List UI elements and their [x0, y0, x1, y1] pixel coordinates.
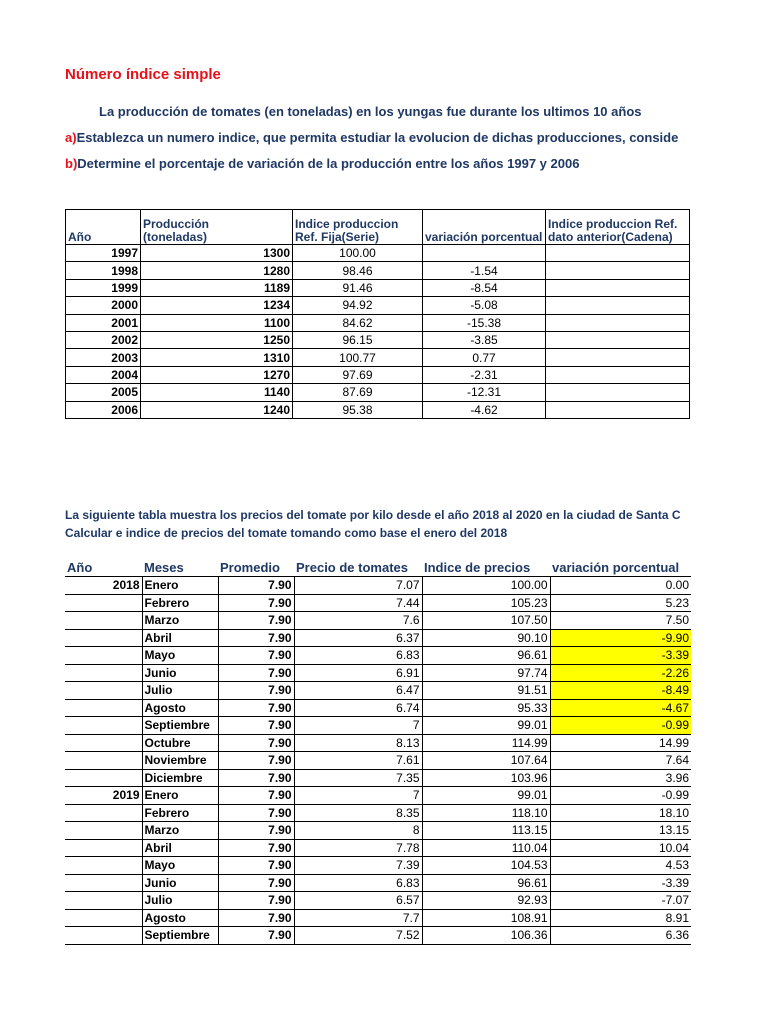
average-cell: 7.90 [218, 734, 294, 752]
header-year: Año [66, 210, 141, 245]
month-cell: Agosto [142, 909, 218, 927]
table-row [65, 629, 691, 647]
table-row [65, 822, 691, 840]
production-year-cell: 1997 [66, 245, 141, 262]
table-row [65, 699, 691, 717]
variation-cell: -0.99 [550, 717, 691, 735]
table-row [65, 594, 691, 612]
year-cell [65, 699, 142, 717]
chain-index-cell [546, 331, 690, 348]
table-row [65, 682, 691, 700]
fixed-index-cell: 94.92 [293, 297, 423, 314]
table-row [65, 927, 691, 945]
intro2-line-1: La siguiente tabla muestra los precios del tomate por kilo desde el año 2018 al 2020 en la ciudad de Santa C [65, 508, 681, 522]
price-index-cell: 107.64 [422, 752, 550, 770]
month-cell: Noviembre [142, 752, 218, 770]
average-cell: 7.90 [218, 927, 294, 945]
table-row [66, 279, 690, 296]
price-index-cell: 104.53 [422, 857, 550, 875]
price-cell: 7.6 [294, 612, 422, 630]
price-index-cell: 114.99 [422, 734, 550, 752]
variation-cell: 13.15 [550, 822, 691, 840]
table-row [66, 262, 690, 279]
year-cell [65, 874, 142, 892]
year-cell [65, 612, 142, 630]
production-value-cell: 1300 [141, 245, 293, 262]
variation-cell: -3.39 [550, 874, 691, 892]
chain-index-cell [546, 401, 690, 418]
price-cell: 7 [294, 717, 422, 735]
year-cell [65, 647, 142, 665]
price-index-cell: 113.15 [422, 822, 550, 840]
fixed-index-cell: 97.69 [293, 366, 423, 383]
average-cell: 7.90 [218, 822, 294, 840]
price-index-cell: 92.93 [422, 892, 550, 910]
average-cell: 7.90 [218, 664, 294, 682]
price-index-cell: 96.61 [422, 874, 550, 892]
price-cell: 6.83 [294, 647, 422, 665]
average-cell: 7.90 [218, 717, 294, 735]
fixed-index-cell: 91.46 [293, 279, 423, 296]
variation-cell: 7.64 [550, 752, 691, 770]
intro-text: La producción de tomates (en toneladas) en los yungas fue durante los ultimos 10 años [99, 104, 642, 119]
variation-cell: -3.85 [423, 331, 546, 348]
production-value-cell: 1280 [141, 262, 293, 279]
variation-cell: -2.31 [423, 366, 546, 383]
average-cell: 7.90 [218, 647, 294, 665]
header-year: Año [65, 559, 142, 577]
production-year-cell: 1998 [66, 262, 141, 279]
table-row [66, 366, 690, 383]
variation-cell: 14.99 [550, 734, 691, 752]
variation-cell: 5.23 [550, 594, 691, 612]
variation-cell [423, 245, 546, 262]
price-cell: 7.61 [294, 752, 422, 770]
fixed-index-cell: 96.15 [293, 331, 423, 348]
page-title: Número índice simple [65, 66, 221, 83]
variation-cell: 6.36 [550, 927, 691, 945]
question-b-letter: b) [65, 156, 78, 171]
average-cell: 7.90 [218, 699, 294, 717]
production-value-cell: 1310 [141, 349, 293, 366]
price-index-cell: 96.61 [422, 647, 550, 665]
production-year-cell: 2000 [66, 297, 141, 314]
question-b [65, 156, 768, 171]
average-cell: 7.90 [218, 839, 294, 857]
month-cell: Julio [142, 892, 218, 910]
header-variation: variación porcentual [550, 559, 691, 577]
month-cell: Enero [142, 577, 218, 595]
header-fixed-index: Indice produccion Ref. Fija(Serie) [293, 210, 423, 245]
year-cell [65, 909, 142, 927]
production-year-cell: 2004 [66, 366, 141, 383]
table-row [65, 804, 691, 822]
average-cell: 7.90 [218, 752, 294, 770]
table-row [66, 297, 690, 314]
price-index-cell: 103.96 [422, 769, 550, 787]
production-value-cell: 1189 [141, 279, 293, 296]
price-index-cell: 90.10 [422, 629, 550, 647]
month-cell: Abril [142, 629, 218, 647]
average-cell: 7.90 [218, 787, 294, 805]
month-cell: Junio [142, 664, 218, 682]
production-value-cell: 1240 [141, 401, 293, 418]
price-index-cell: 107.50 [422, 612, 550, 630]
fixed-index-cell: 98.46 [293, 262, 423, 279]
question-a [65, 130, 768, 145]
month-cell: Julio [142, 682, 218, 700]
variation-cell: 10.04 [550, 839, 691, 857]
variation-cell: -7.07 [550, 892, 691, 910]
price-index-cell: 105.23 [422, 594, 550, 612]
table-row [65, 874, 691, 892]
variation-cell: -12.31 [423, 384, 546, 401]
table-row [65, 647, 691, 665]
average-cell: 7.90 [218, 577, 294, 595]
month-cell: Marzo [142, 822, 218, 840]
month-cell: Febrero [142, 804, 218, 822]
year-cell [65, 682, 142, 700]
year-cell [65, 734, 142, 752]
price-cell: 6.91 [294, 664, 422, 682]
average-cell: 7.90 [218, 804, 294, 822]
year-cell: 2019 [65, 787, 142, 805]
price-cell: 7.35 [294, 769, 422, 787]
table-row [65, 612, 691, 630]
year-cell [65, 892, 142, 910]
year-cell [65, 839, 142, 857]
variation-cell: -8.49 [550, 682, 691, 700]
production-year-cell: 2003 [66, 349, 141, 366]
variation-cell: 8.91 [550, 909, 691, 927]
fixed-index-cell: 95.38 [293, 401, 423, 418]
variation-cell: 18.10 [550, 804, 691, 822]
question-a-letter: a) [65, 130, 77, 145]
price-cell: 7.78 [294, 839, 422, 857]
average-cell: 7.90 [218, 629, 294, 647]
production-table [65, 209, 690, 419]
price-cell: 7.07 [294, 577, 422, 595]
variation-cell: -0.99 [550, 787, 691, 805]
intro2-line-2: Calcular e indice de precios del tomate tomando como base el enero del 2018 [65, 526, 508, 540]
header-chain-index: Indice produccion Ref. dato anterior(Cadena) [546, 210, 690, 245]
variation-cell: -15.38 [423, 314, 546, 331]
table-row [65, 577, 691, 595]
chain-index-cell [546, 384, 690, 401]
price-cell: 7.52 [294, 927, 422, 945]
variation-cell: 4.53 [550, 857, 691, 875]
month-cell: Septiembre [142, 717, 218, 735]
production-year-cell: 2001 [66, 314, 141, 331]
month-cell: Septiembre [142, 927, 218, 945]
price-cell: 6.47 [294, 682, 422, 700]
month-cell: Enero [142, 787, 218, 805]
production-value-cell: 1100 [141, 314, 293, 331]
table-row [65, 839, 691, 857]
fixed-index-cell: 100.77 [293, 349, 423, 366]
header-production: Producción (toneladas) [141, 210, 293, 245]
chain-index-cell [546, 349, 690, 366]
year-cell [65, 927, 142, 945]
month-cell: Mayo [142, 647, 218, 665]
year-cell [65, 822, 142, 840]
year-cell [65, 664, 142, 682]
chain-index-cell [546, 245, 690, 262]
price-index-cell: 108.91 [422, 909, 550, 927]
price-cell: 6.57 [294, 892, 422, 910]
month-cell: Marzo [142, 612, 218, 630]
table-row [65, 787, 691, 805]
price-cell: 7.39 [294, 857, 422, 875]
price-cell: 6.83 [294, 874, 422, 892]
chain-index-cell [546, 297, 690, 314]
year-cell: 2018 [65, 577, 142, 595]
average-cell: 7.90 [218, 594, 294, 612]
header-variation: variación porcentual [423, 210, 546, 245]
table-row [66, 349, 690, 366]
production-year-cell: 1999 [66, 279, 141, 296]
year-cell [65, 769, 142, 787]
month-cell: Agosto [142, 699, 218, 717]
table-row [65, 857, 691, 875]
year-cell [65, 752, 142, 770]
average-cell: 7.90 [218, 612, 294, 630]
variation-cell: 3.96 [550, 769, 691, 787]
header-month: Meses [142, 559, 218, 577]
variation-cell: -2.26 [550, 664, 691, 682]
table-row [65, 717, 691, 735]
table-row [66, 245, 690, 262]
variation-cell: -5.08 [423, 297, 546, 314]
month-cell: Diciembre [142, 769, 218, 787]
month-cell: Mayo [142, 857, 218, 875]
production-year-cell: 2002 [66, 331, 141, 348]
table-row [65, 892, 691, 910]
month-cell: Abril [142, 839, 218, 857]
average-cell: 7.90 [218, 682, 294, 700]
table-row [66, 401, 690, 418]
price-index-cell: 110.04 [422, 839, 550, 857]
price-cell: 8 [294, 822, 422, 840]
table-row [66, 314, 690, 331]
table-row [66, 331, 690, 348]
header-average: Promedio [218, 559, 294, 577]
price-cell: 6.37 [294, 629, 422, 647]
header-index: Indice de precios [422, 559, 550, 577]
variation-cell: -3.39 [550, 647, 691, 665]
production-value-cell: 1140 [141, 384, 293, 401]
variation-cell: -1.54 [423, 262, 546, 279]
variation-cell: -4.62 [423, 401, 546, 418]
price-index-cell: 97.74 [422, 664, 550, 682]
price-index-cell: 95.33 [422, 699, 550, 717]
price-table-header [65, 559, 691, 577]
variation-cell: -8.54 [423, 279, 546, 296]
fixed-index-cell: 100.00 [293, 245, 423, 262]
average-cell: 7.90 [218, 892, 294, 910]
variation-cell: -9.90 [550, 629, 691, 647]
fixed-index-cell: 87.69 [293, 384, 423, 401]
question-b-text: Determine el porcentaje de variación de la producción entre los años 1997 y 2006 [77, 156, 580, 171]
chain-index-cell [546, 279, 690, 296]
price-cell: 7.44 [294, 594, 422, 612]
table-row [66, 384, 690, 401]
average-cell: 7.90 [218, 857, 294, 875]
variation-cell: 0.77 [423, 349, 546, 366]
month-cell: Octubre [142, 734, 218, 752]
question-a-text: Establezca un numero indice, que permita estudiar la evolucion de dichas producciones, conside [76, 130, 679, 145]
price-index-cell: 99.01 [422, 717, 550, 735]
price-table [65, 559, 691, 945]
average-cell: 7.90 [218, 874, 294, 892]
average-cell: 7.90 [218, 769, 294, 787]
year-cell [65, 804, 142, 822]
price-index-cell: 106.36 [422, 927, 550, 945]
fixed-index-cell: 84.62 [293, 314, 423, 331]
table-row [65, 909, 691, 927]
table-row [65, 664, 691, 682]
table-row [65, 752, 691, 770]
production-year-cell: 2006 [66, 401, 141, 418]
year-cell [65, 594, 142, 612]
chain-index-cell [546, 262, 690, 279]
production-value-cell: 1250 [141, 331, 293, 348]
table-row [65, 769, 691, 787]
price-cell: 7.7 [294, 909, 422, 927]
price-cell: 8.35 [294, 804, 422, 822]
month-cell: Febrero [142, 594, 218, 612]
table-row [65, 734, 691, 752]
price-index-cell: 118.10 [422, 804, 550, 822]
variation-cell: 0.00 [550, 577, 691, 595]
variation-cell: 7.50 [550, 612, 691, 630]
year-cell [65, 857, 142, 875]
production-value-cell: 1270 [141, 366, 293, 383]
price-index-cell: 100.00 [422, 577, 550, 595]
header-price: Precio de tomates [294, 559, 422, 577]
production-value-cell: 1234 [141, 297, 293, 314]
production-year-cell: 2005 [66, 384, 141, 401]
price-index-cell: 91.51 [422, 682, 550, 700]
month-cell: Junio [142, 874, 218, 892]
price-index-cell: 99.01 [422, 787, 550, 805]
chain-index-cell [546, 366, 690, 383]
price-cell: 7 [294, 787, 422, 805]
production-table-header [66, 210, 690, 245]
year-cell [65, 629, 142, 647]
year-cell [65, 717, 142, 735]
price-cell: 8.13 [294, 734, 422, 752]
chain-index-cell [546, 314, 690, 331]
average-cell: 7.90 [218, 909, 294, 927]
price-cell: 6.74 [294, 699, 422, 717]
variation-cell: -4.67 [550, 699, 691, 717]
